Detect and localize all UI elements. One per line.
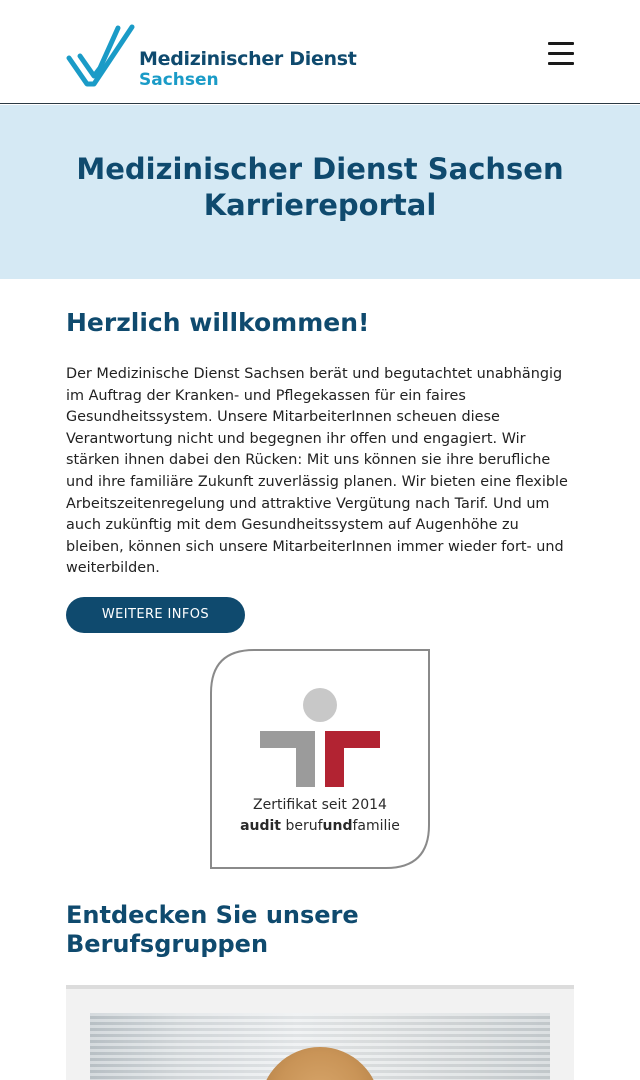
menu-bar: [548, 52, 574, 55]
menu-bar: [548, 62, 574, 65]
hero-banner: [0, 105, 640, 279]
logo-text-line1: Medizinischer Dienst: [139, 48, 357, 70]
site-logo[interactable]: [66, 24, 357, 90]
page-title: Medizinischer Dienst Sachsen Karriereportal: [76, 152, 564, 222]
menu-bar: [548, 42, 574, 45]
checkmark-logo-icon: [66, 24, 138, 90]
welcome-heading: Herzlich willkommen!: [66, 308, 370, 337]
certificate-frame: [210, 649, 430, 869]
career-groups-heading: Entdecken Sie unsere Berufsgruppen: [66, 901, 359, 958]
career-group-card[interactable]: [66, 985, 574, 1080]
logo-text-line2: Sachsen: [139, 70, 219, 90]
certificate-dot-icon: [303, 688, 337, 722]
career-group-photo: [90, 1013, 550, 1080]
audit-certificate-badge: [210, 649, 430, 869]
welcome-paragraph: Der Medizinische Dienst Sachsen berät und begutachtet unabhängig im Auftrag der Kranken- und Pflegekassen für ein faires Gesundheitssystem. Unsere MitarbeiterInnen scheuen diese Verantwortung nicht und begegnen ihr offen und engagiert. Wir stärken ihnen dabei den Rücken: Mit uns können sie ihre berufliche und ihre familiäre Zukunft zuverlässig planen. Wir bieten eine flexible Arbeitszeitenregelung und attraktive Vergütung nach Tarif. Und um auch zukünftig mit dem Gesundheitssystem auf Augenhöhe zu bleiben, können sich unsere MitarbeiterInnen immer wieder fort- und weiterbilden.: [66, 366, 568, 577]
hamburger-menu-icon[interactable]: [546, 40, 576, 68]
certificate-since-text: Zertifikat seit 2014: [253, 797, 387, 813]
site-header: [0, 0, 640, 104]
more-info-button[interactable]: WEITERE INFOS: [66, 597, 245, 633]
certificate-audit-text: audit berufundfamilie: [240, 818, 400, 834]
